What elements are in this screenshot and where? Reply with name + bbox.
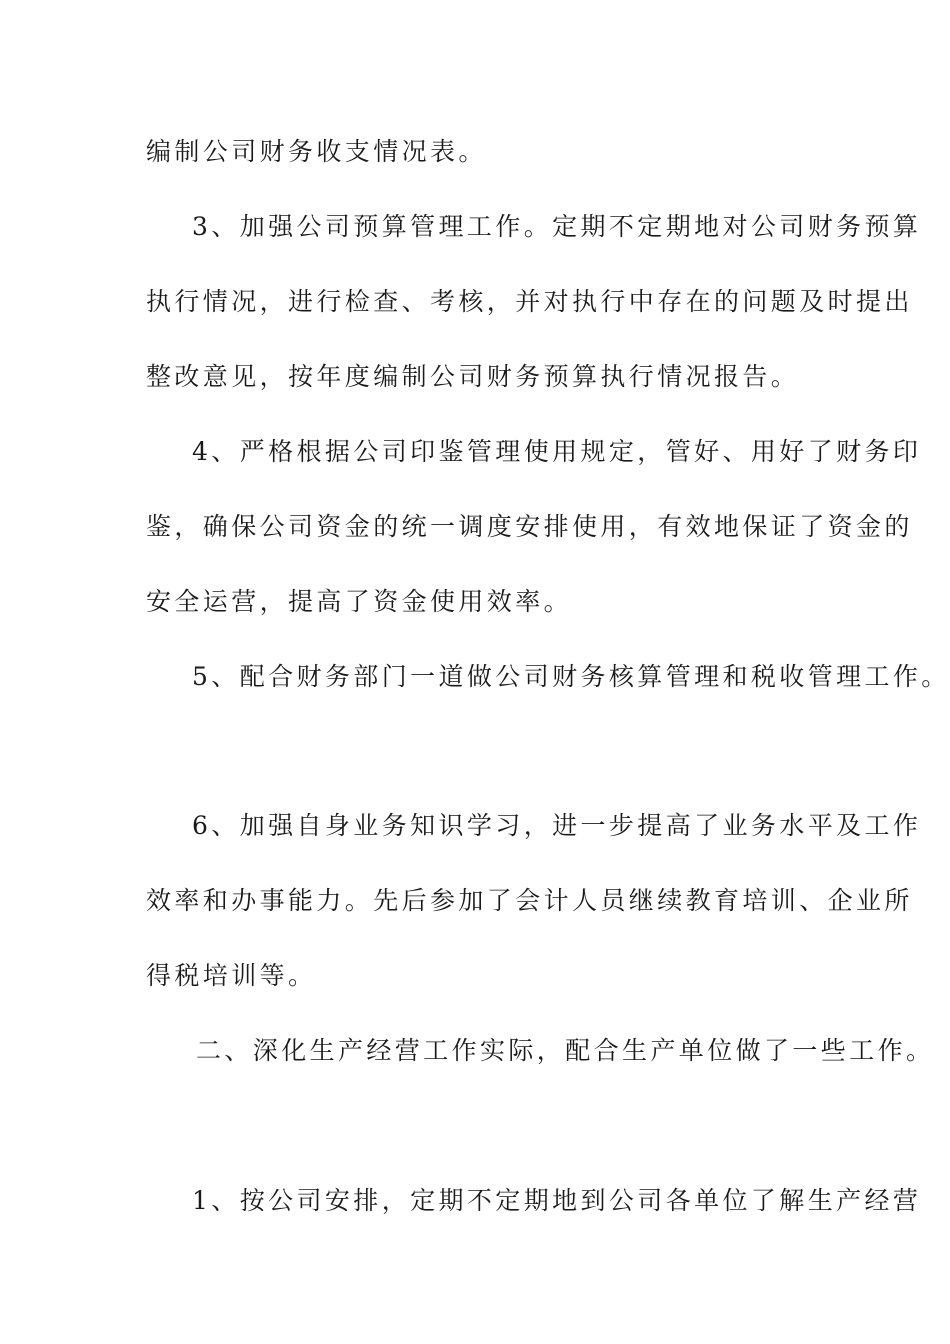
- section-heading: 二、深化生产经营工作实际，配合生产单位做了一些工作。: [196, 1036, 935, 1065]
- text-line-4: 整改意见，按年度编制公司财务预算执行情况报告。: [146, 362, 800, 391]
- text-line-11: 得税培训等。: [146, 961, 317, 990]
- text-line-10: 效率和办事能力。先后参加了会计人员继续教育培训、企业所: [146, 886, 913, 915]
- text-line-5: 4、严格根据公司印鉴管理使用规定，管好、用好了财务印: [192, 437, 922, 466]
- text-line-6: 鉴，确保公司资金的统一调度安排使用，有效地保证了资金的: [146, 512, 913, 541]
- text-line-1: 编制公司财务收支情况表。: [146, 137, 487, 166]
- text-line-3: 执行情况，进行检查、考核，并对执行中存在的问题及时提出: [146, 287, 913, 316]
- text-line-9: 6、加强自身业务知识学习，进一步提高了业务水平及工作: [192, 811, 922, 840]
- text-line-2: 3、加强公司预算管理工作。定期不定期地对公司财务预算: [192, 212, 922, 241]
- text-line-8: 5、配合财务部门一道做公司财务核算管理和税收管理工作。: [192, 662, 950, 691]
- text-line-13: 1、按公司安排，定期不定期地到公司各单位了解生产经营: [192, 1186, 922, 1215]
- text-line-7: 安全运营，提高了资金使用效率。: [146, 587, 573, 616]
